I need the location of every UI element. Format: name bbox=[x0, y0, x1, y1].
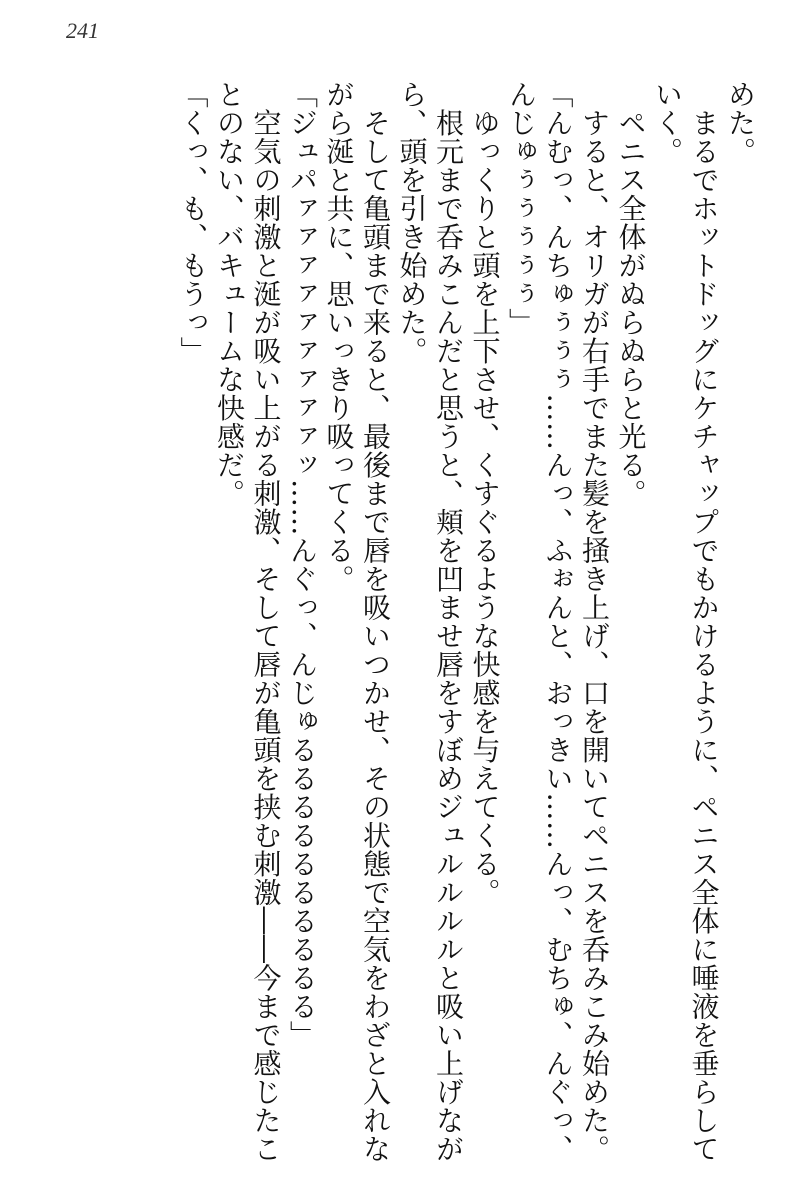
paragraph: めた。 bbox=[724, 80, 757, 166]
vertical-text-body bbox=[28, 80, 758, 1170]
paragraph: 根元まで呑みこんだと思うと、頬を凹ませ唇をすぼめジュルルルルと吸い上げながら、頭を引き始めた。 bbox=[395, 80, 465, 1163]
dialogue-line: 「んむっ、んちゅぅぅぅ……んっ、ふぉんと、おっきい……んっ、むちゅ、んぐっ、んじゅぅぅぅぅぅ」 bbox=[505, 80, 575, 1163]
dialogue-line: 「ジュパァァァァァァァァァッ……んぐっ、んじゅるるるるるるるるるる」 bbox=[286, 80, 319, 1049]
page-number: 241 bbox=[66, 18, 99, 43]
paragraph: そして亀頭まで来ると、最後まで唇を吸いつかせ、その状態で空気をわざと入れながら涎と共に、思いっきり吸ってくる。 bbox=[322, 80, 392, 1163]
paragraph: ペニス全体がぬらぬらと光る。 bbox=[614, 80, 648, 508]
dialogue-line: 「くっ、も、もうっ」 bbox=[176, 80, 210, 365]
paragraph: まるでホットドッグにケチャップでもかけるように、ペニス全体に唾液を垂らしていく。 bbox=[651, 80, 721, 1163]
paragraph: すると、オリガが右手でまた髪を掻き上げ、口を開いてペニスを呑みこみ始めた。 bbox=[578, 80, 611, 1163]
paragraph: ゆっくりと頭を上下させ、くすぐるような快感を与えてくる。 bbox=[468, 80, 502, 907]
paragraph: 空気の刺激と涎が吸い上がる刺激、そして唇が亀頭を挟む刺激――今まで感じたことのない、バキュームな快感だ。 bbox=[213, 80, 283, 1163]
